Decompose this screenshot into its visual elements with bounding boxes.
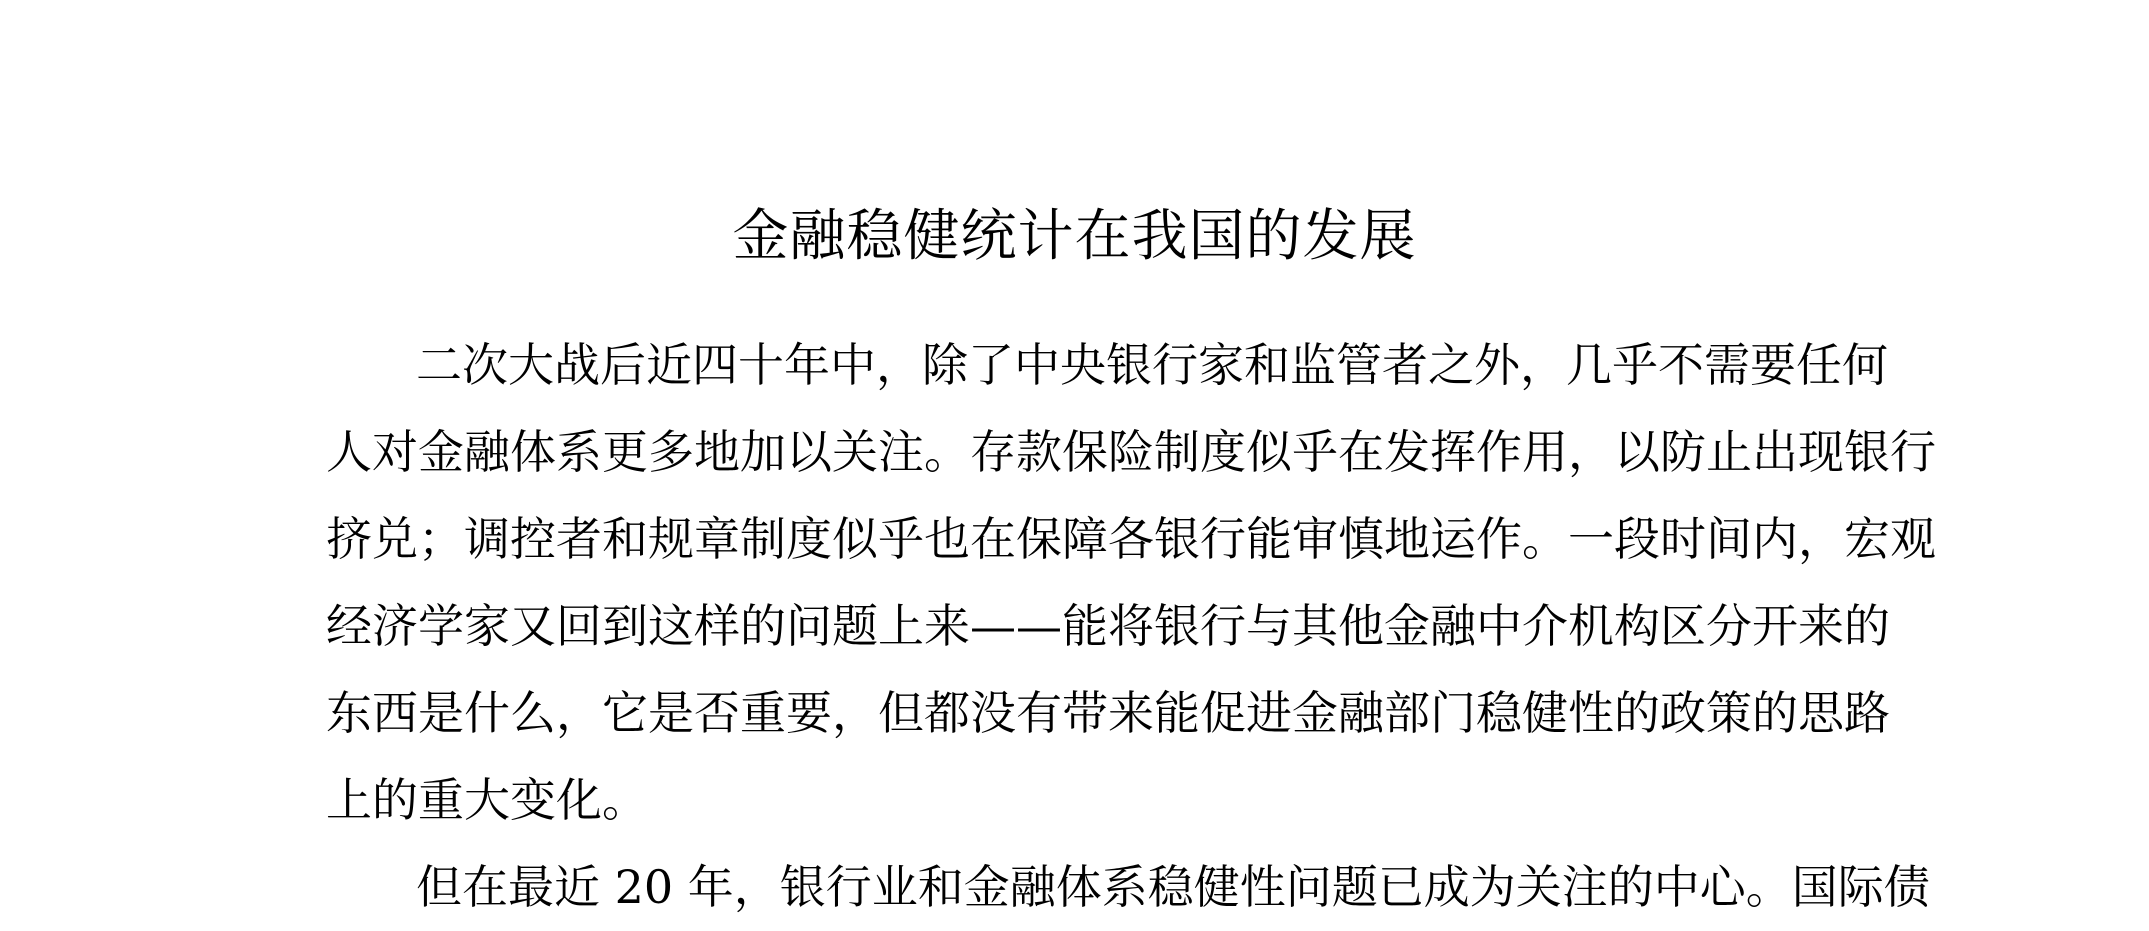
document-title: 金融稳健统计在我国的发展 — [732, 204, 1417, 269]
paragraph-line: 人对金融体系更多地加以关注。存款保险制度似乎在发挥作用，以防止出现银行 — [326, 425, 1936, 479]
paragraph-1 — [326, 322, 1936, 844]
paragraph-line: 但在最近 20 年，银行业和金融体系稳健性问题已成为关注的中心。国际债 — [416, 860, 1930, 914]
paragraph-line: 上的重大变化。 — [326, 773, 648, 827]
paragraph-line: 经济学家又回到这样的问题上来——能将银行与其他金融中介机构区分开来的 — [326, 599, 1890, 653]
paragraph-2 — [326, 844, 1930, 931]
document-body — [326, 322, 1936, 931]
paragraph-line: 二次大战后近四十年中，除了中央银行家和监管者之外，几乎不需要任何 — [416, 338, 1888, 392]
paragraph-line: 东西是什么，它是否重要，但都没有带来能促进金融部门稳健性的政策的思路 — [326, 686, 1890, 740]
paragraph-line: 挤兑；调控者和规章制度似乎也在保障各银行能审慎地运作。一段时间内，宏观 — [326, 512, 1936, 566]
